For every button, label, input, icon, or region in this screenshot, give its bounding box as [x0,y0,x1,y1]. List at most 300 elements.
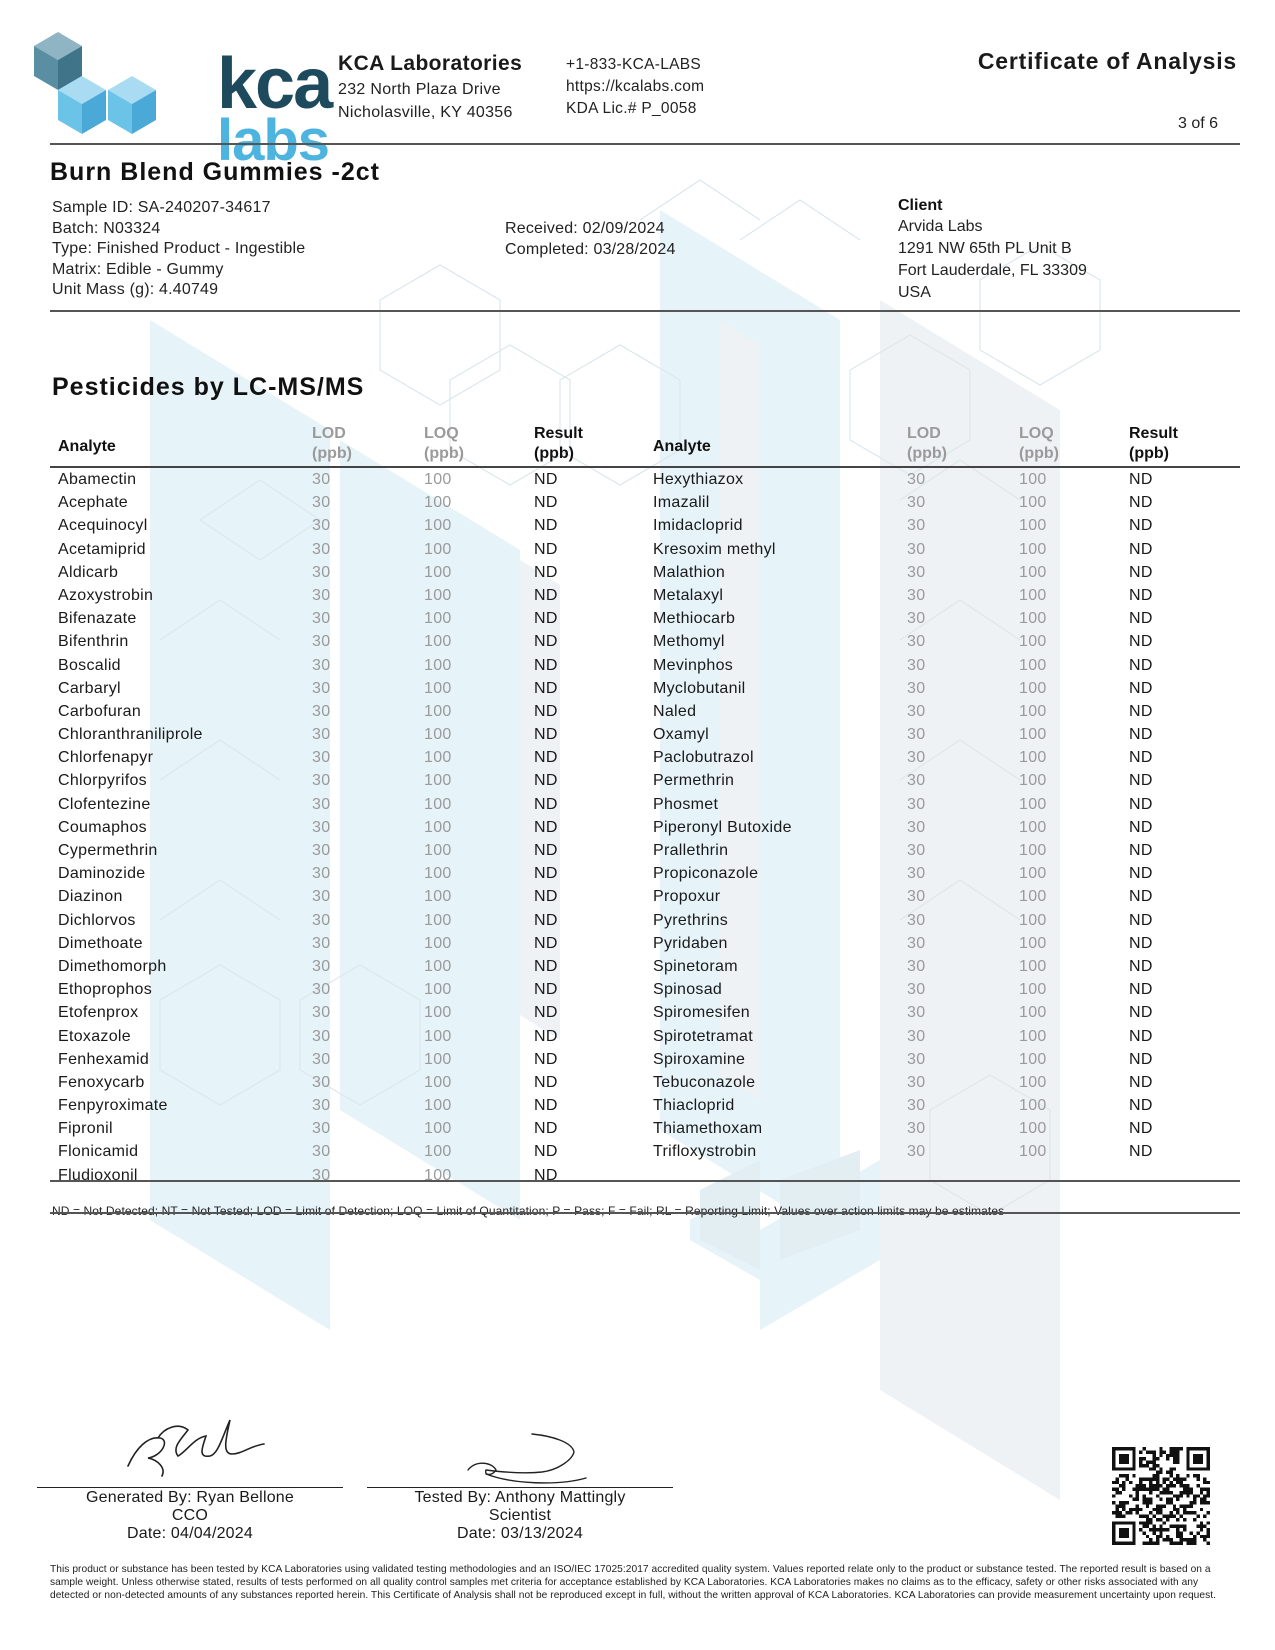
signature-line-tested [367,1487,673,1488]
cell-result: ND [534,471,558,488]
kca-labs-logo [32,28,332,173]
cell-lod: 30 [907,1004,926,1022]
cell-lod: 30 [312,702,331,720]
table-row [50,723,645,746]
cell-loq: 100 [1019,610,1047,628]
tested-by-name: Tested By: Anthony Mattingly [414,1489,626,1506]
cell-analyte: Propiconazole [653,865,759,883]
table-row [50,978,645,1001]
cell-result: ND [1129,1073,1153,1091]
cell-lod: 30 [312,957,331,975]
cell-loq: 100 [1019,471,1047,488]
cell-result: ND [534,633,558,651]
cell-result: ND [1129,494,1153,512]
table-row [50,839,645,862]
table-header-row [50,424,645,468]
table-row [645,839,1240,862]
cell-lod: 30 [907,888,926,906]
table-row [645,700,1240,723]
cell-lod: 30 [312,586,331,604]
cell-result: ND [534,842,558,859]
header-lod-label: LOD [907,425,941,442]
completed-date: Completed: 03/28/2024 [505,240,676,258]
header-lod [907,424,947,464]
cell-analyte: Malathion [653,563,726,581]
cell-result: ND [1129,1143,1153,1161]
table-row [645,909,1240,932]
cell-analyte: Oxamyl [653,726,710,744]
cell-result: ND [534,795,558,813]
cell-result: ND [1129,517,1153,535]
table-row [50,654,645,677]
cell-loq: 100 [1019,934,1047,952]
table-row [645,1094,1240,1117]
header-loq [1019,424,1059,464]
cell-lod: 30 [907,865,926,883]
cell-result: ND [534,1166,558,1184]
cell-loq: 100 [424,1073,452,1091]
table-row [50,793,645,816]
cell-result: ND [534,494,558,512]
cell-analyte: Fludioxonil [58,1166,138,1184]
cell-lod: 30 [312,471,331,488]
header-analyte: Analyte [653,438,711,455]
cell-analyte: Chloranthraniliprole [58,726,203,744]
cell-loq: 100 [424,494,452,512]
cell-loq: 100 [424,471,452,488]
cell-analyte: Chlorfenapyr [58,749,154,767]
received-date: Received: 02/09/2024 [505,220,665,237]
cell-result: ND [1129,818,1153,836]
page-number: 3 of 6 [1177,115,1218,132]
cell-result: ND [1129,633,1153,651]
cell-lod: 30 [907,702,926,720]
cell-lod: 30 [907,540,926,558]
client-name: Arvida Labs [898,218,983,235]
table-row [50,1164,645,1187]
client-street: 1291 NW 65th PL Unit B [898,240,1072,257]
cell-analyte: Tebuconazole [653,1073,756,1091]
cubes-logo-icon [32,28,212,138]
cell-analyte: Spiroxamine [653,1050,746,1068]
cell-result: ND [1129,749,1153,767]
cell-lod: 30 [907,517,926,535]
sample-matrix: Matrix: Edible - Gummy [52,260,224,278]
cell-loq: 100 [424,1027,452,1045]
cell-analyte: Boscalid [58,656,121,674]
cell-result: ND [1129,702,1153,720]
cell-lod: 30 [312,818,331,836]
cell-loq: 100 [424,656,452,674]
cell-result: ND [534,1120,558,1138]
qr-code-icon[interactable] [1112,1447,1210,1545]
lab-phone: +1-833-KCA-LABS [566,56,702,73]
cell-analyte: Flonicamid [58,1143,139,1161]
cell-loq: 100 [1019,981,1047,999]
cell-result: ND [534,749,558,767]
cell-analyte: Hexythiazox [653,471,744,488]
table-row [645,769,1240,792]
table-row [645,1025,1240,1048]
table-row [50,1001,645,1024]
table-row [50,491,645,514]
cell-loq: 100 [424,795,452,813]
cell-result: ND [1129,795,1153,813]
generated-by-date: Date: 04/04/2024 [127,1525,253,1542]
cell-analyte: Dimethomorph [58,957,167,975]
cell-lod: 30 [312,1143,331,1161]
table-row [645,491,1240,514]
table-row [645,723,1240,746]
cell-analyte: Paclobutrazol [653,749,754,767]
cell-lod: 30 [312,1073,331,1091]
cell-analyte: Dichlorvos [58,911,136,929]
cell-loq: 100 [424,702,452,720]
cell-loq: 100 [424,1120,452,1138]
cell-lod: 30 [312,1004,331,1022]
client-city: Fort Lauderdale, FL 33309 [898,262,1087,279]
cell-analyte: Pyrethrins [653,911,729,929]
cell-analyte: Fenpyroximate [58,1097,168,1115]
section-title: Pesticides by LC-MS/MS [52,373,365,401]
cell-lod: 30 [907,911,926,929]
cell-analyte: Pyridaben [653,934,728,952]
cell-loq: 100 [424,888,452,906]
cell-result: ND [534,888,558,906]
table-row [50,932,645,955]
cell-analyte: Bifenthrin [58,633,129,651]
cell-analyte: Fenoxycarb [58,1073,145,1091]
table-header-row [645,424,1240,468]
cell-lod: 30 [312,726,331,744]
signature-ryan-bellone [118,1408,268,1480]
table-row [50,909,645,932]
cell-loq: 100 [424,633,452,651]
cell-loq: 100 [1019,1027,1047,1045]
cell-analyte: Thiacloprid [653,1097,735,1115]
cell-analyte: Etofenprox [58,1004,139,1022]
cell-result: ND [1129,1004,1153,1022]
cell-loq: 100 [1019,494,1047,512]
cell-loq: 100 [424,865,452,883]
cell-lod: 30 [312,1166,331,1184]
header-lod [312,424,352,464]
cell-analyte: Mevinphos [653,656,734,674]
table-row [645,862,1240,885]
table-row [50,816,645,839]
cell-loq: 100 [424,610,452,628]
cell-loq: 100 [1019,679,1047,697]
signature-line-generated [37,1487,343,1488]
cell-lod: 30 [907,818,926,836]
table-row [50,769,645,792]
cell-lod: 30 [312,1027,331,1045]
cell-loq: 100 [424,1004,452,1022]
table-row [645,1001,1240,1024]
cell-lod: 30 [907,471,926,488]
cell-loq: 100 [424,563,452,581]
cell-analyte: Chlorpyrifos [58,772,147,790]
header-result-unit: (ppb) [534,445,574,462]
table-row [645,1048,1240,1071]
cell-analyte: Dimethoate [58,934,143,952]
cell-loq: 100 [424,842,452,859]
cell-result: ND [1129,610,1153,628]
cell-lod: 30 [312,911,331,929]
client-heading: Client [898,197,943,214]
cell-lod: 30 [907,1027,926,1045]
tested-by-block [367,1489,673,1543]
cell-loq: 100 [1019,517,1047,535]
header-result-label: Result [534,425,583,442]
cell-loq: 100 [1019,1120,1047,1138]
cell-result: ND [1129,679,1153,697]
cell-loq: 100 [424,1166,452,1184]
header-loq-label: LOQ [424,425,459,442]
cell-analyte: Acequinocyl [58,517,148,535]
header-loq-label: LOQ [1019,425,1054,442]
table-row [645,978,1240,1001]
header-loq-unit: (ppb) [424,445,464,462]
cell-lod: 30 [312,981,331,999]
cell-analyte: Azoxystrobin [58,586,154,604]
table-row [645,932,1240,955]
table-row [50,607,645,630]
cell-analyte: Myclobutanil [653,679,746,697]
cell-result: ND [534,1027,558,1045]
cell-loq: 100 [1019,772,1047,790]
cell-analyte: Imazalil [653,494,710,512]
table-row [50,1048,645,1071]
sample-id: Sample ID: SA-240207-34617 [52,199,271,216]
table-row [645,955,1240,978]
cell-result: ND [534,517,558,535]
table-row [50,955,645,978]
logo-wordmark-kca: kca [217,44,332,124]
cell-loq: 100 [1019,540,1047,558]
cell-loq: 100 [424,934,452,952]
cell-analyte: Naled [653,702,697,720]
lab-address-block [338,52,522,122]
client-block [898,195,1087,304]
cell-loq: 100 [424,726,452,744]
cell-loq: 100 [1019,888,1047,906]
cell-lod: 30 [907,1050,926,1068]
cell-lod: 30 [907,749,926,767]
cell-analyte: Diazinon [58,888,123,906]
sample-dates-block [505,219,676,260]
table-row [50,1025,645,1048]
pesticides-table-right [645,424,1240,1164]
cell-result: ND [534,1004,558,1022]
cell-lod: 30 [907,586,926,604]
table-row [50,746,645,769]
cell-loq: 100 [1019,1004,1047,1022]
cell-lod: 30 [312,494,331,512]
cell-loq: 100 [1019,865,1047,883]
cell-loq: 100 [424,1143,452,1161]
cell-result: ND [534,679,558,697]
cell-analyte: Carbofuran [58,702,142,720]
table-row [50,468,645,491]
cell-loq: 100 [1019,702,1047,720]
cell-loq: 100 [424,1097,452,1115]
cell-lod: 30 [907,1073,926,1091]
table-row [645,677,1240,700]
cell-loq: 100 [424,517,452,535]
cell-lod: 30 [907,494,926,512]
cell-loq: 100 [1019,911,1047,929]
product-name: Burn Blend Gummies -2ct [50,158,380,186]
lab-name: KCA Laboratories [338,52,523,75]
header-analyte: Analyte [58,438,116,455]
cell-lod: 30 [312,679,331,697]
table-row [645,746,1240,769]
cell-analyte: Metalaxyl [653,586,724,604]
cell-result: ND [1129,911,1153,929]
tested-by-title: Scientist [488,1507,552,1524]
cell-result: ND [1129,934,1153,952]
table-row [645,1140,1240,1163]
cell-loq: 100 [1019,633,1047,651]
table-row [50,700,645,723]
table-row [645,654,1240,677]
cell-loq: 100 [424,1050,452,1068]
header-result [1129,424,1178,464]
cell-lod: 30 [312,633,331,651]
cell-analyte: Etoxazole [58,1027,131,1045]
cell-analyte: Spinetoram [653,957,738,975]
cell-analyte: Propoxur [653,888,721,906]
cell-analyte: Spinosad [653,981,723,999]
cell-result: ND [1129,1120,1153,1138]
lab-contact-block [566,56,704,122]
cell-loq: 100 [1019,795,1047,813]
cell-result: ND [534,934,558,952]
cell-lod: 30 [312,540,331,558]
cell-analyte: Bifenazate [58,610,137,628]
cell-lod: 30 [907,633,926,651]
table-row [645,1117,1240,1140]
table-row [50,561,645,584]
cell-analyte: Clofentezine [58,795,151,813]
sample-type: Type: Finished Product - Ingestible [52,240,306,257]
cell-result: ND [1129,772,1153,790]
table-row [50,1071,645,1094]
cell-analyte: Methiocarb [653,610,736,628]
cell-loq: 100 [1019,1143,1047,1161]
cell-analyte: Imidacloprid [653,517,743,535]
table-row [645,793,1240,816]
table-row [50,1117,645,1140]
cell-lod: 30 [907,1120,926,1138]
cell-lod: 30 [907,842,926,859]
cell-lod: 30 [907,795,926,813]
cell-result: ND [1129,1097,1153,1115]
legal-disclaimer: This product or substance has been tested by KCA Laboratories using validated testing methodologies and an ISO/IEC 17025:2017 accredited quality system. Values reported relate only to the product or substance tested. The reported result is based on a sample weight. Unless otherwise stated, results of tests performed on all quality control samples met criteria for acceptance established by KCA Laboratories. KCA Laboratories makes no claims as to the efficacy, safety or other risks associated with any detected or non-detected amounts of any substances reported herein. This Certificate of Analysis shall not be reproduced except in full, without the written approval of KCA Laboratories. KCA Laboratories can provide measurement uncertainty upon request. [50,1564,1217,1601]
cell-analyte: Daminozide [58,865,146,883]
table-row [645,1071,1240,1094]
header-lod-label: LOD [312,425,346,442]
cell-result: ND [1129,1027,1153,1045]
cell-loq: 100 [1019,1073,1047,1091]
lab-website[interactable]: https://kcalabs.com [566,78,705,95]
table-row [50,862,645,885]
info-divider [50,310,1240,312]
cell-loq: 100 [1019,726,1047,744]
cell-analyte: Fenhexamid [58,1050,150,1068]
cell-result: ND [534,772,558,790]
cell-result: ND [534,726,558,744]
generated-by-name: Generated By: Ryan Bellone [86,1489,294,1506]
table-bottom-divider [50,1180,1240,1182]
cell-analyte: Ethoprophos [58,981,153,999]
cell-result: ND [534,865,558,883]
cell-lod: 30 [312,1050,331,1068]
header-lod-unit: (ppb) [907,445,947,462]
cell-result: ND [1129,586,1153,604]
cell-analyte: Permethrin [653,772,735,790]
document-title: Certificate of Analysis [977,48,1237,74]
cell-lod: 30 [312,1120,331,1138]
lab-license: KDA Lic.# P_0058 [566,100,697,117]
cell-result: ND [1129,957,1153,975]
table-row [50,677,645,700]
cell-result: ND [1129,842,1153,859]
cell-analyte: Acetamiprid [58,540,146,558]
table-body-right [645,468,1240,1164]
cell-result: ND [534,563,558,581]
cell-result: ND [534,957,558,975]
table-row [645,514,1240,537]
cell-loq: 100 [424,679,452,697]
cell-analyte: Spiromesifen [653,1004,750,1022]
cell-lod: 30 [312,517,331,535]
cell-loq: 100 [424,981,452,999]
header-result-unit: (ppb) [1129,445,1169,462]
cell-lod: 30 [312,795,331,813]
cell-lod: 30 [312,888,331,906]
cell-result: ND [534,818,558,836]
cell-result: ND [534,586,558,604]
cell-result: ND [534,1143,558,1161]
cell-loq: 100 [1019,586,1047,604]
lab-address-line2: Nicholasville, KY 40356 [338,104,513,121]
cell-result: ND [1129,1050,1153,1068]
cell-lod: 30 [907,772,926,790]
table-row [645,607,1240,630]
cell-lod: 30 [907,934,926,952]
cell-result: ND [534,540,558,558]
table-row [50,514,645,537]
cell-result: ND [1129,865,1153,883]
cell-lod: 30 [907,656,926,674]
cell-loq: 100 [424,911,452,929]
cell-lod: 30 [312,934,331,952]
cell-result: ND [534,1073,558,1091]
cell-loq: 100 [1019,1050,1047,1068]
cell-analyte: Aldicarb [58,563,119,581]
cell-analyte: Cypermethrin [58,842,158,859]
table-row [50,1094,645,1117]
cell-lod: 30 [312,610,331,628]
cell-lod: 30 [312,563,331,581]
cell-analyte: Methomyl [653,633,725,651]
cell-analyte: Fipronil [58,1120,113,1138]
header-loq [424,424,464,464]
header-result [534,424,583,464]
cell-lod: 30 [312,865,331,883]
